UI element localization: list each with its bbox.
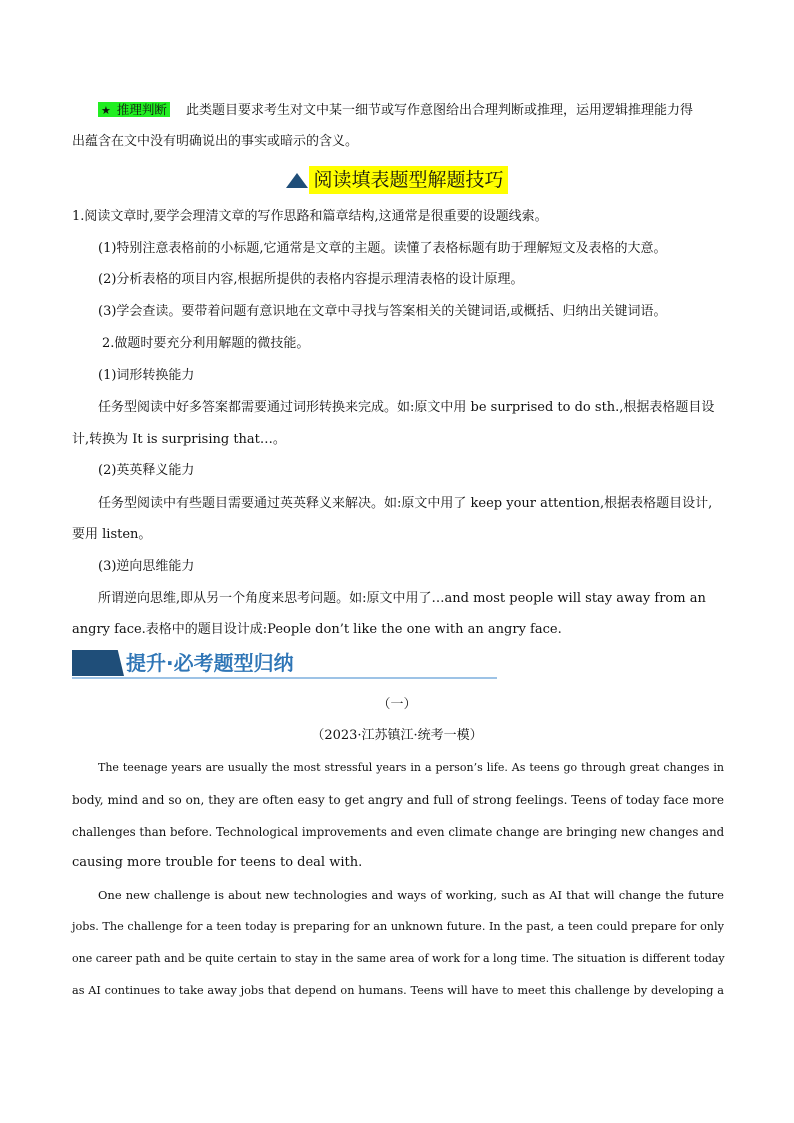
tip-item: 所谓逆向思维,即从另一个角度来思考问题。如:原文中用了…and most people will stay away from an	[98, 591, 706, 606]
paragraph-line: as AI continues to take away jobs that depend on humans. Teens will have to meet this challenge by developing a	[72, 984, 724, 997]
banner-rule	[72, 677, 497, 679]
tip-item: 计,转换为 It is surprising that…。	[72, 432, 286, 447]
tip-tag-label: 推理判断	[116, 102, 167, 117]
passage-number: （一）	[377, 697, 417, 712]
triangle-icon	[286, 173, 308, 188]
section-banner	[72, 650, 497, 680]
tip-item: 2.做题时要充分利用解题的微技能。	[102, 336, 310, 351]
tip-text: 此类题目要求考生对文中某一细节或写作意图给出合理判断或推理，运用逻辑推理能力得	[186, 103, 694, 118]
tip-tag	[98, 102, 170, 117]
paragraph-line: The teenage years are usually the most stressful years in a person’s life. As teens go through great changes in	[98, 761, 724, 774]
tip-item: 任务型阅读中有些题目需要通过英英释义来解决。如:原文中用了 keep your attention,根据表格题目设计,	[98, 496, 713, 511]
section-title-row	[0, 166, 794, 194]
paragraph-line: body, mind and so on, they are often easy to get angry and full of strong feelings. Teens of today face more	[72, 793, 724, 807]
passage-source: （2023·江苏镇江·统考一模）	[311, 728, 483, 743]
paragraph-line: one career path and be quite certain to stay in the same area of work for a long time. The situation is different today	[72, 952, 725, 965]
tip-line-1	[98, 100, 724, 121]
tip-item: 1.阅读文章时,要学会理清文章的写作思路和篇章结构,这通常是很重要的设题线索。	[72, 209, 548, 224]
paragraph-line: One new challenge is about new technologies and ways of working, such as AI that will change the future	[98, 888, 724, 902]
star-icon: ★	[101, 104, 111, 117]
paragraph-line: jobs. The challenge for a teen today is preparing for an unknown future. In the past, a teen could prepare for only	[72, 920, 724, 933]
tip-line-2: 出蕴含在文中没有明确说出的事实或暗示的含义。	[72, 134, 359, 149]
tip-item: (1)词形转换能力	[98, 368, 195, 383]
paragraph-line: challenges than before. Technological improvements and even climate change are bringing new changes and	[72, 825, 725, 839]
banner-bar	[72, 650, 124, 676]
tip-item: 要用 listen。	[72, 527, 152, 542]
banner-title: 提升·必考题型归纳	[126, 651, 294, 675]
tip-item: angry face.表格中的题目设计成:People don’t like the one with an angry face.	[72, 622, 562, 637]
tip-item: 任务型阅读中好多答案都需要通过词形转换来完成。如:原文中用 be surprised to do sth.,根据表格题目设	[98, 400, 715, 415]
tip-item: (2)分析表格的项目内容,根据所提供的表格内容提示理清表格的设计原理。	[98, 272, 524, 287]
tip-item: (2)英英释义能力	[98, 463, 195, 478]
tip-item: (3)逆向思维能力	[98, 559, 195, 574]
tip-item: (1)特别注意表格前的小标题,它通常是文章的主题。读懂了表格标题有助于理解短文及表格的大意。	[98, 241, 667, 256]
tip-item: (3)学会查读。要带着问题有意识地在文章中寻找与答案相关的关键词语,或概括、归纳出关键词语。	[98, 304, 667, 319]
section-title: 阅读填表题型解题技巧	[309, 166, 507, 194]
paragraph-line: causing more trouble for teens to deal with.	[72, 855, 363, 870]
